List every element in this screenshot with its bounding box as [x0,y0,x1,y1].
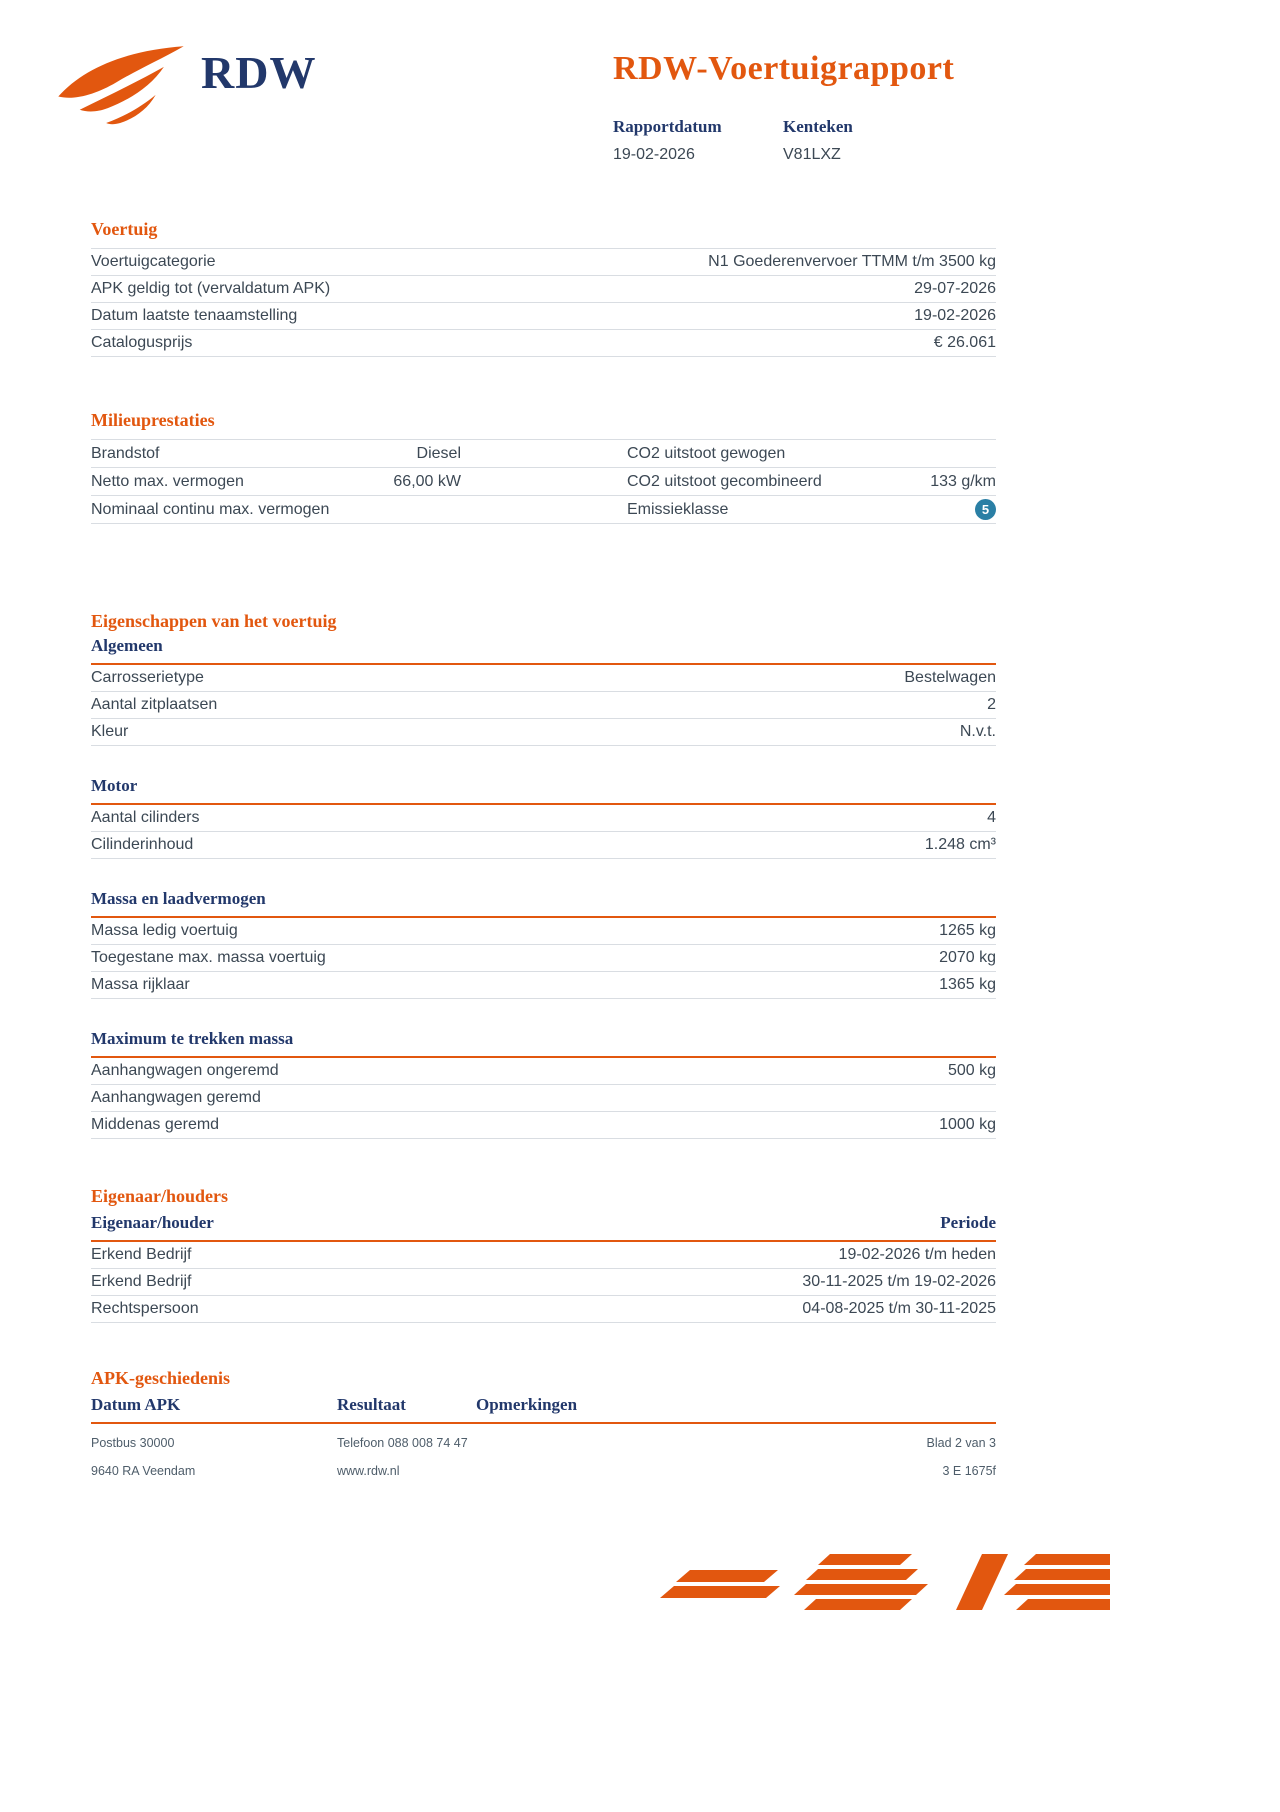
row-value: N1 Goederenvervoer TTMM t/m 3500 kg [708,253,996,270]
subsection-title: Algemeen [91,636,996,665]
motor-table [91,805,996,859]
table-row [91,303,996,330]
row-label: Voertuigcategorie [91,253,216,270]
report-date-value: 19-02-2026 [613,146,695,163]
row-left-pair [91,445,461,463]
row-label: Aanhangwagen ongeremd [91,1062,279,1079]
table-row [91,1269,996,1296]
license-plate-block [783,117,953,164]
row-label: Aanhangwagen geremd [91,1089,261,1106]
footer-pagination [927,1436,997,1492]
rdw-wing-icon [55,40,187,130]
subsection-trekken [91,1029,996,1139]
subsection-title: Maximum te trekken massa [91,1029,996,1058]
voertuig-table [91,248,996,357]
table-row [91,805,996,832]
table-row [91,918,996,945]
footer-address-line2: 9640 RA Veendam [91,1464,196,1478]
row-value: 500 kg [947,1062,996,1079]
section-heading-apk: APK-geschiedenis [91,1368,230,1388]
table-row [91,972,996,999]
row-value: 2070 kg [939,949,996,966]
row-value: 30-11-2025 t/m 19-02-2026 [802,1273,996,1290]
row-left-pair [91,473,461,491]
column-header-eigenaar: Eigenaar/houder [91,1213,214,1232]
subsection-motor [91,776,996,859]
column-header-resultaat: Resultaat [337,1395,406,1414]
trekken-table [91,1058,996,1139]
row-left-pair [91,501,461,519]
row-value: 1.248 cm³ [924,836,996,853]
section-apk-geschiedenis [91,1367,996,1424]
page-title: RDW-Voertuigrapport [613,50,955,87]
row-value: 19-02-2026 [914,307,996,324]
table-row [91,1112,996,1139]
section-heading-voertuig: Voertuig [91,219,158,239]
table-row [91,276,996,303]
table-row [91,468,996,496]
row-label: Aantal zitplaatsen [91,696,218,713]
table-row [91,496,996,524]
table-row [91,330,996,357]
table-row [91,692,996,719]
row-value: 66,00 kW [393,472,461,490]
massa-table [91,918,996,999]
row-label: Erkend Bedrijf [91,1273,192,1290]
row-value: 29-07-2026 [914,280,996,297]
row-right-pair [627,445,996,463]
row-value: Bestelwagen [904,669,996,686]
row-value: N.v.t. [959,723,996,740]
row-value: Diesel [416,444,461,462]
milieu-table [91,439,996,524]
footer-doc-code: 3 E 1675f [942,1464,996,1478]
row-value: 1365 kg [939,976,996,993]
row-label: CO2 uitstoot gecombineerd [627,472,822,490]
row-value: 2 [987,696,996,713]
row-label: Cilinderinhoud [91,836,194,853]
eigenaar-table [91,1242,996,1323]
row-label: Kleur [91,723,129,740]
report-body [91,218,996,1424]
table-row [91,1058,996,1085]
apk-table-header [91,1395,996,1424]
section-eigenschappen [91,610,996,1139]
report-date-block [613,117,783,164]
table-row [91,665,996,692]
row-value: 1265 kg [939,922,996,939]
section-eigenaar-houders [91,1185,996,1323]
emission-class-badge: 5 [975,499,996,520]
row-label: APK geldig tot (vervaldatum APK) [91,280,331,297]
table-row [91,440,996,468]
row-right-pair [627,473,996,491]
column-header-opmerkingen: Opmerkingen [476,1395,578,1414]
row-value: 19-02-2026 t/m heden [838,1246,996,1263]
table-row [91,832,996,859]
page-footer [91,1436,996,1492]
row-value: 133 g/km [930,472,996,490]
table-row [91,1242,996,1269]
table-row [91,945,996,972]
row-label: Massa rijklaar [91,976,190,993]
row-right-pair [627,499,996,520]
row-label: Rechtspersoon [91,1300,199,1317]
footer-address-line1: Postbus 30000 [91,1436,175,1450]
row-label: Brandstof [91,444,160,462]
eigenaar-table-header [91,1213,996,1242]
rdw-stripes-graphic [660,1552,1110,1614]
algemeen-table [91,665,996,746]
table-row [91,1296,996,1323]
row-label: Aantal cilinders [91,809,200,826]
row-label: CO2 uitstoot gewogen [627,444,786,462]
row-label: Nominaal continu max. vermogen [91,500,330,518]
footer-contact [337,1436,927,1492]
license-plate-value: V81LXZ [783,146,841,163]
table-row [91,1085,996,1112]
table-row [91,719,996,746]
row-value: 4 [987,809,996,826]
section-heading-eigenaar: Eigenaar/houders [91,1186,229,1206]
footer-phone: Telefoon 088 008 74 47 [337,1436,468,1450]
subsection-massa [91,889,996,999]
row-label: Middenas geremd [91,1116,220,1133]
subsection-title: Massa en laadvermogen [91,889,996,918]
website-link[interactable]: www.rdw.nl [337,1464,400,1478]
subsection-title: Motor [91,776,996,805]
row-label: Netto max. vermogen [91,472,244,490]
row-label: Carrosserietype [91,669,204,686]
rdw-logo-text: RDW [201,47,317,98]
table-row [91,249,996,276]
row-value: 1000 kg [939,1116,996,1133]
row-label: Emissieklasse [627,500,729,518]
section-heading-milieu: Milieuprestaties [91,410,215,430]
footer-address [91,1436,337,1492]
report-meta [613,117,953,164]
row-label: Datum laatste tenaamstelling [91,307,298,324]
row-label: Massa ledig voertuig [91,922,238,939]
column-header-periode: Periode [940,1213,996,1232]
report-date-label: Rapportdatum [613,117,722,136]
row-label: Erkend Bedrijf [91,1246,192,1263]
row-value: € 26.061 [933,334,996,351]
column-header-datum-apk: Datum APK [91,1395,181,1414]
section-milieuprestaties [91,409,996,524]
subsection-algemeen [91,636,996,746]
license-plate-label: Kenteken [783,117,853,136]
section-voertuig [91,218,996,357]
section-heading-eigenschappen: Eigenschappen van het voertuig [91,611,337,631]
footer-page-number: Blad 2 van 3 [926,1436,996,1450]
row-label: Catalogusprijs [91,334,193,351]
rdw-logo [55,40,316,130]
row-label: Toegestane max. massa voertuig [91,949,326,966]
row-value: 04-08-2025 t/m 30-11-2025 [802,1300,996,1317]
